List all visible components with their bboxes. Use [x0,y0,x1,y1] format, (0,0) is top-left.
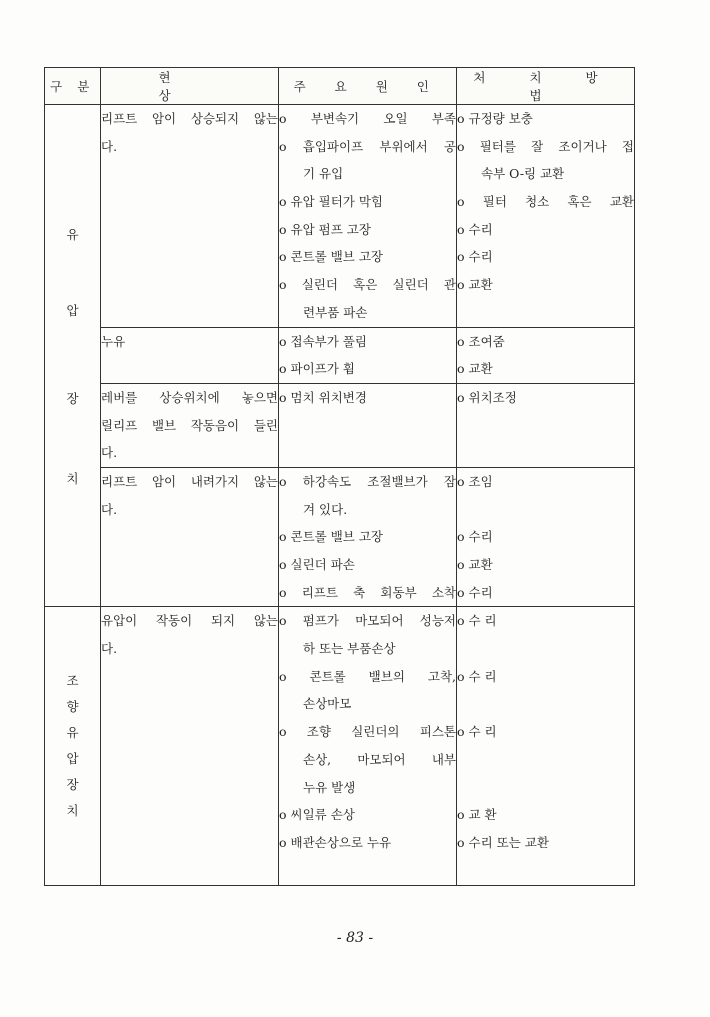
remedy-cell: o 조임 o 수리 o 교환 o 수리 [457,467,635,606]
cause-cell: o 하강속도 조절밸브가 잠 겨 있다. o 콘트롤 밸브 고장 o 실린더 파손 o 리프트 축 회동부 소착 [279,467,457,606]
table-row [45,105,635,328]
table-row [45,383,635,467]
troubleshooting-table [44,67,635,886]
table-row [45,467,635,606]
header-cause: 주 요 원 인 [279,68,457,105]
symptom-cell: 리프트 암이 내려가지 않는 다. [101,467,279,606]
symptom-cell: 유압이 작동이 되지 않는 다. [101,607,279,886]
header-symptom: 현 상 [101,68,279,105]
symptom-cell: 레버를 상승위치에 놓으면 릴리프 밸브 작동음이 들린 다. [101,383,279,467]
remedy-cell: o 수 리 o 수 리 o 수 리 o 교 환 o 수리 또는 교환 [457,607,635,886]
cause-cell: o 접속부가 풀림 o 파이프가 휨 [279,327,457,383]
table-row [45,327,635,383]
page-number: - 83 - [336,930,374,946]
category-hydraulic: 유 압 장 치 [45,105,101,607]
cause-cell: o 펌프가 마모되어 성능저 하 또는 부품손상 o 콘트롤 밸브의 고착, 손상마모 o 조향 실린더의 피스톤 손상, 마모되어 내부 누유 발생 o 씨일류 손상 o 배관손상으로 누유 [279,607,457,886]
symptom-cell: 리프트 암이 상승되지 않는 다. [101,105,279,328]
header-remedy: 처 치 방 법 [457,68,635,105]
remedy-cell: o 규정량 보충 o 필터를 잘 조이거나 접 속부 O-링 교환 o 필터 청소 혹은 교환 o 수리 o 수리 o 교환 [457,105,635,328]
table-header-row [45,68,635,105]
cause-cell: o 멈치 위치변경 [279,383,457,467]
cause-cell: o 부변속기 오일 부족 o 흡입파이프 부위에서 공 기 유입 o 유압 필터가 막힘 o 유압 펌프 고장 o 콘트롤 밸브 고장 o 실린더 혹은 실린더 관 련부품 파손 [279,105,457,328]
remedy-cell: o 위치조정 [457,383,635,467]
table-row [45,607,635,886]
symptom-cell: 누유 [101,327,279,383]
remedy-cell: o 조여줌 o 교환 [457,327,635,383]
header-category: 구 분 [45,68,101,105]
category-steering-hydraulic: 조 향 유 압 장 치 [45,607,101,886]
